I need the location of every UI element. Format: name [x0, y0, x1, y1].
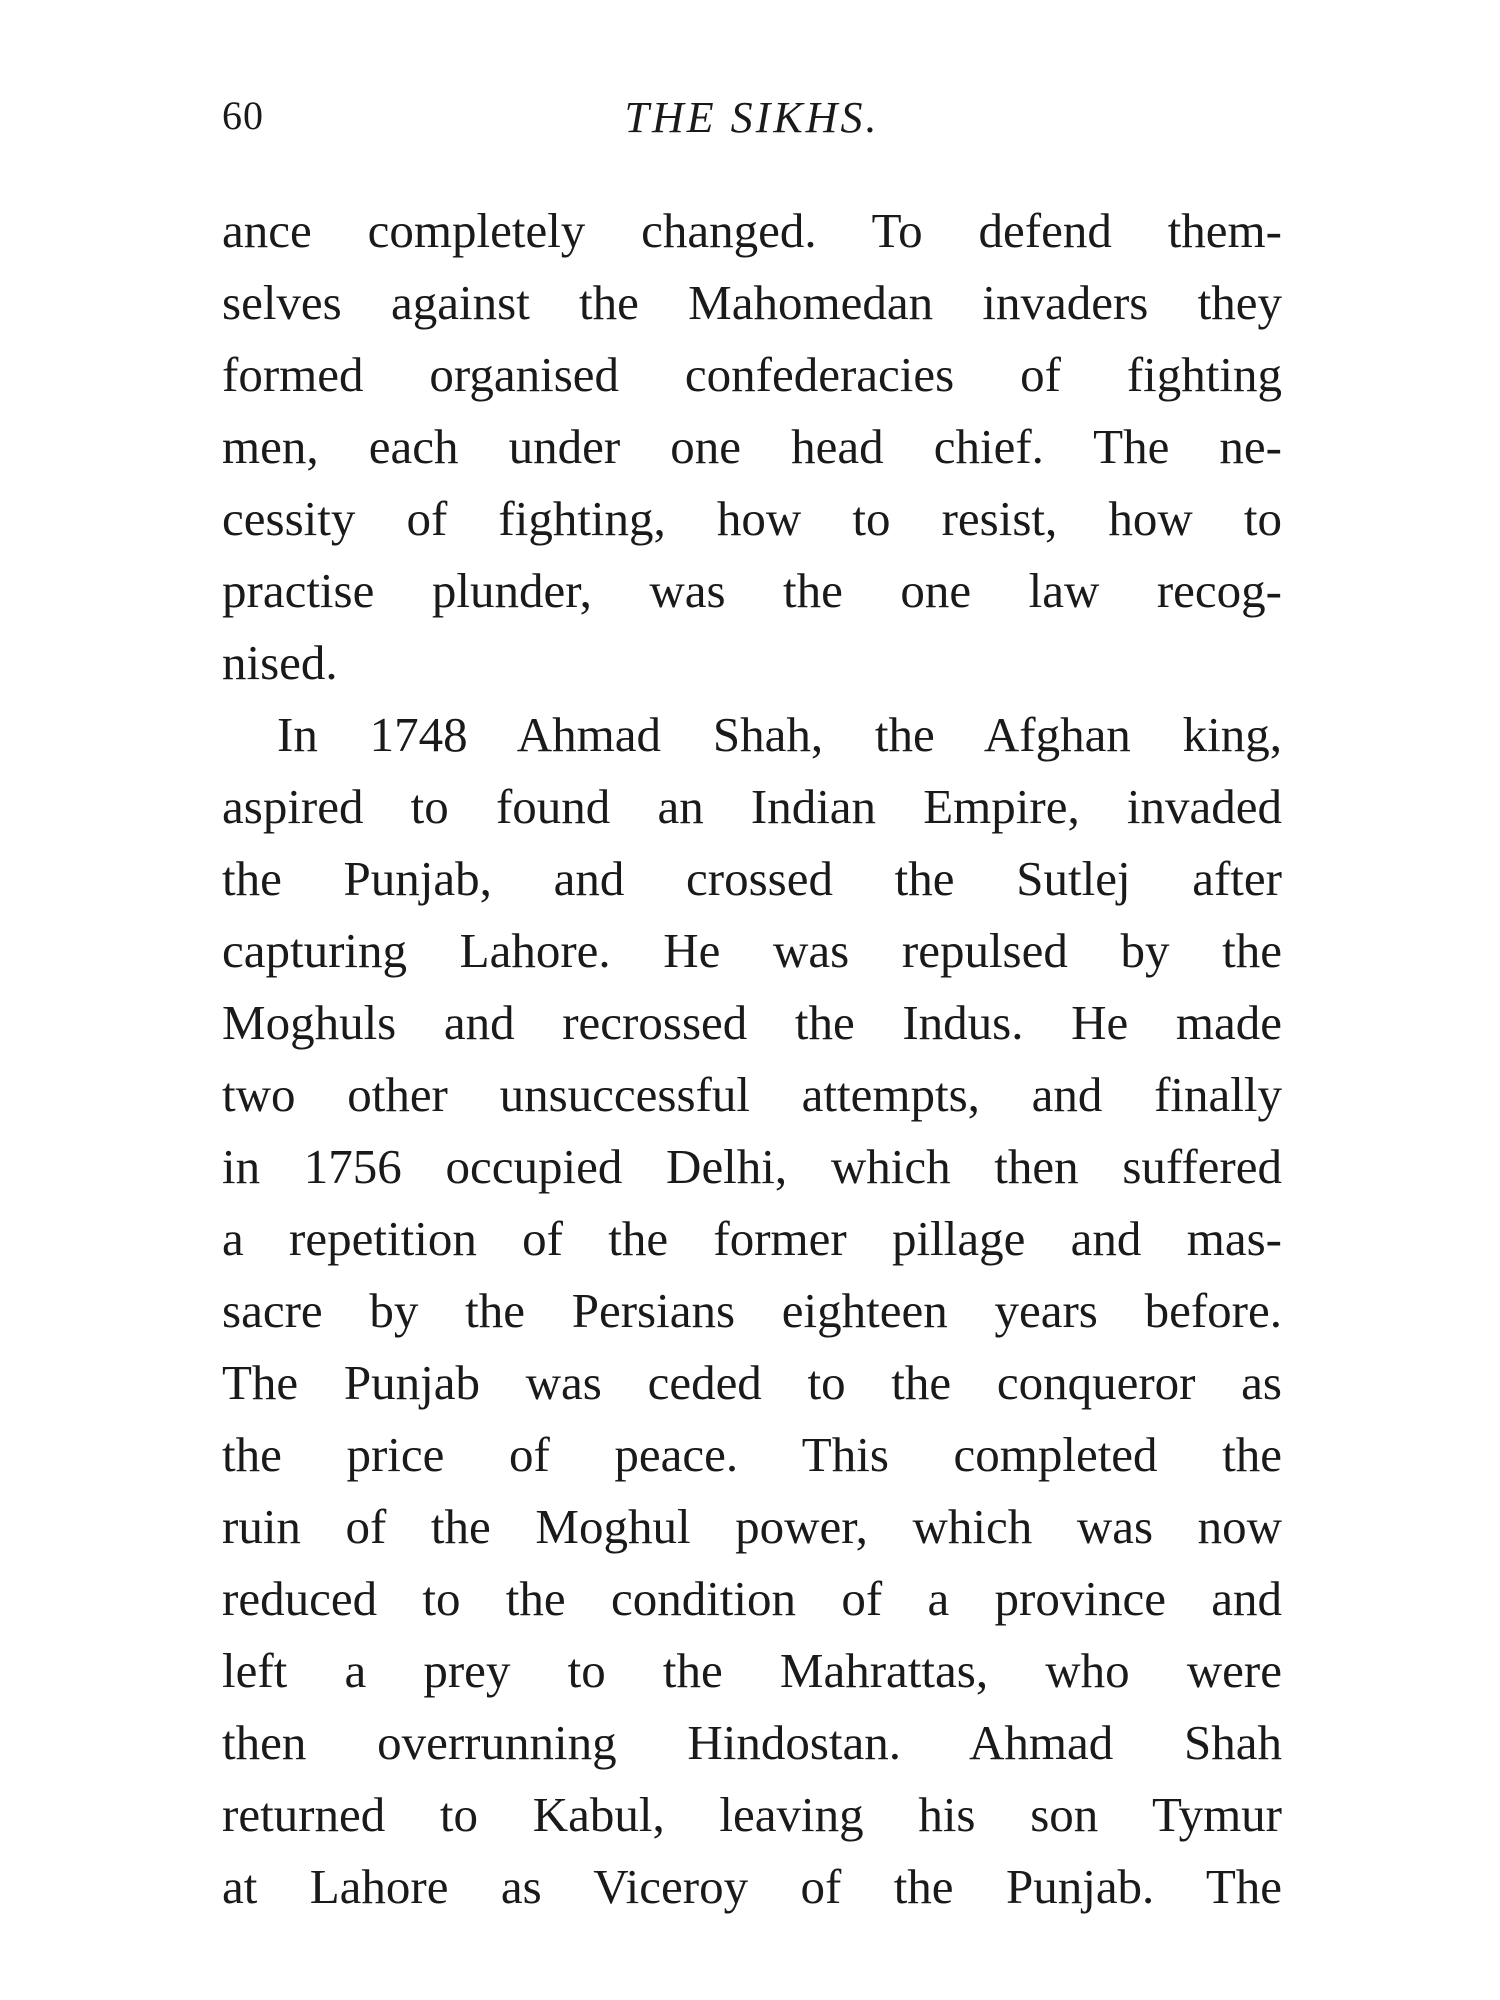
text-line: ruin of the Moghul power, which was now — [222, 1499, 1282, 1554]
text-line: the price of peace. This completed the — [222, 1427, 1282, 1482]
text-line: formed organised confederacies of fighting — [222, 347, 1282, 402]
text-line: practise plunder, was the one law recog- — [222, 563, 1282, 618]
body-text — [222, 195, 1282, 1923]
text-line: a repetition of the former pillage and mas- — [222, 1211, 1282, 1266]
text-line: The Punjab was ceded to the conqueror as — [222, 1355, 1282, 1410]
text-line: in 1756 occupied Delhi, which then suffered — [222, 1139, 1282, 1194]
text-line: nised. — [222, 635, 338, 690]
paragraph-2 — [222, 699, 1282, 1923]
text-line: selves against the Mahomedan invaders they — [222, 275, 1282, 330]
text-line: men, each under one head chief. The ne- — [222, 419, 1282, 474]
text-line: ance completely changed. To defend them- — [222, 203, 1282, 258]
text-line: capturing Lahore. He was repulsed by the — [222, 923, 1282, 978]
running-title: THE SIKHS. — [624, 93, 880, 142]
text-line: Moghuls and recrossed the Indus. He made — [222, 995, 1282, 1050]
text-line: reduced to the condition of a province and — [222, 1571, 1282, 1626]
text-line: In 1748 Ahmad Shah, the Afghan king, — [277, 707, 1282, 762]
text-line: left a prey to the Mahrattas, who were — [222, 1643, 1282, 1698]
text-line: then overrunning Hindostan. Ahmad Shah — [222, 1715, 1282, 1770]
text-line: cessity of fighting, how to resist, how to — [222, 491, 1282, 546]
running-head — [222, 92, 1282, 152]
text-line: aspired to found an Indian Empire, invaded — [222, 779, 1282, 834]
text-line: at Lahore as Viceroy of the Punjab. The — [222, 1859, 1282, 1914]
text-line: sacre by the Persians eighteen years before. — [222, 1283, 1282, 1338]
paragraph-1 — [222, 195, 1282, 699]
page-number: 60 — [222, 93, 264, 138]
text-line: the Punjab, and crossed the Sutlej after — [222, 851, 1282, 906]
text-line: returned to Kabul, leaving his son Tymur — [222, 1787, 1282, 1842]
text-line: two other unsuccessful attempts, and finally — [222, 1067, 1282, 1122]
